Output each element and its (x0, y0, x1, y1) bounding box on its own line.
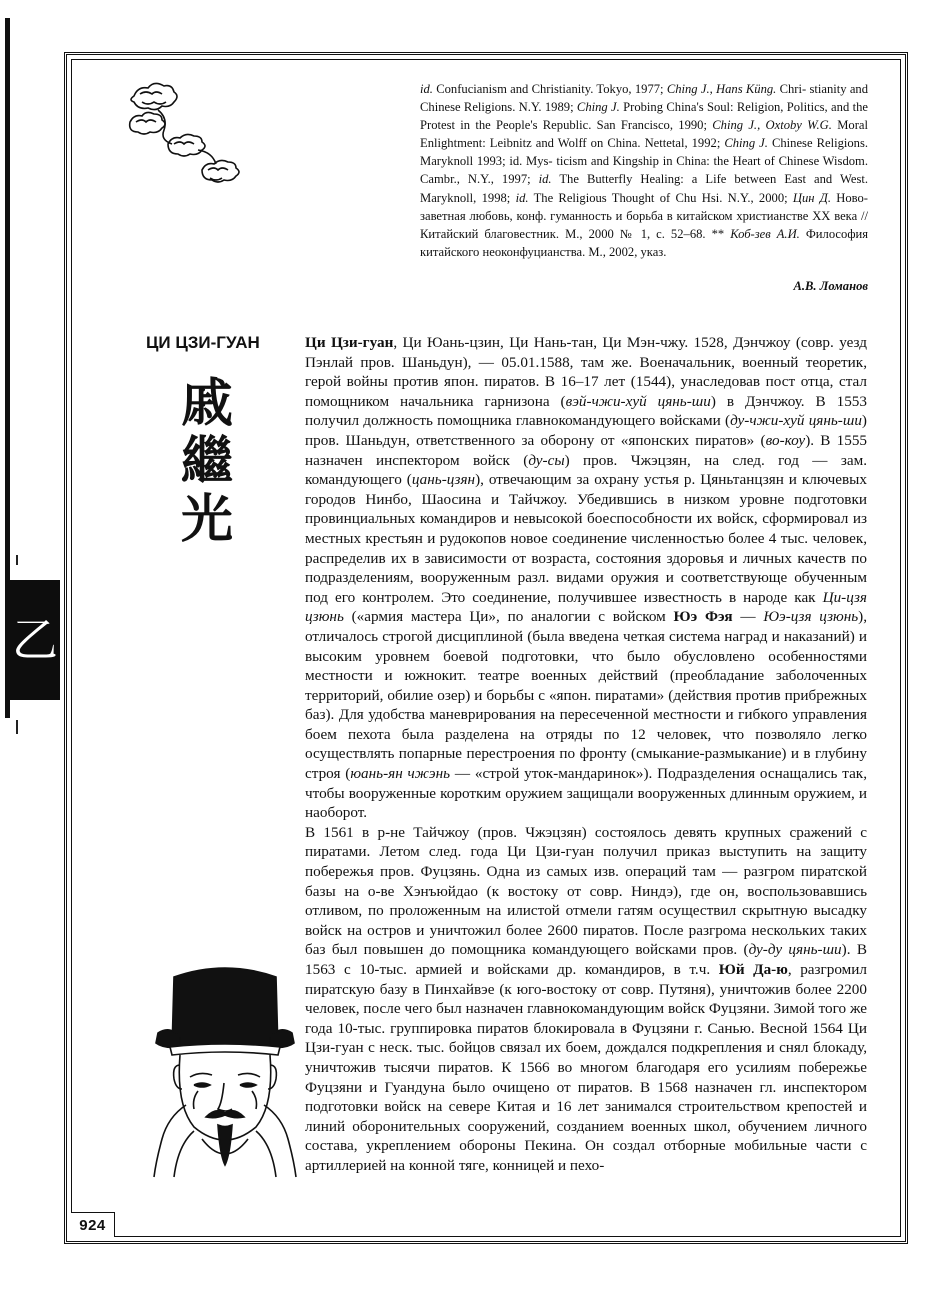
article-paragraph (305, 333, 867, 823)
body-text-run: — (732, 608, 764, 626)
cross-reference-term: Ци Цзи-гуан (305, 334, 394, 351)
body-text-run: ), отличалось строгой дисциплиной (была введена четкая система наград и наказаний) и высоким уровнем боевой подготовки, что было обусловлено особенностями местности и южнокит. театре военных действий (преобладание заболоченных территорий, обилие озер) и борьбы с «япон. пиратами» (действия против прибрежных баз). Для удобства маневрирования на пересеченной местности и гибкого управления боем пехота была разделена на отряды по 12 человек, что позволяло легко осуществлять попарные перестроения по фронту (смыкание-размыкание) и в глубину строя ( (305, 608, 868, 783)
transliterated-term: ду-чжи-хуй цянь-ши (730, 412, 862, 430)
ref-text: Religion, Politics, and the Protest in the People's Republic. San Francisco, (420, 100, 868, 133)
portrait-illustration (150, 955, 300, 1180)
ref-text: The Religious Thought of Chu Hsi. N.Y., 2000; (528, 190, 793, 205)
ref-text: Философия китайского неоконфуцианства. М., 2002, указ. (420, 226, 869, 259)
ref-author: Ching J. (724, 136, 768, 151)
cross-reference-term: Юэ Фэя (673, 608, 733, 626)
hanzi-char: 繼 (180, 431, 233, 492)
body-text-run: , Ци Юань-цзин, Ци Нань-тан, Ци Мэн-чжу. 1528, Дэнчжоу (совр. уезд Пэнлай пров. Шаньдун), — 05.01.1588, там же. Военачальник, военный теоретик, герой войны против япон. пиратов. В 16–17 лет (1544), унаследовав пост отца, стал помощником начальника гарнизона ( (305, 334, 867, 410)
ref-text: Moral Enlightment: Leibnitz and Wolff on (420, 118, 868, 151)
transliterated-term: во-коу (765, 431, 806, 449)
transliterated-term: Ци-цзя цзюнь (305, 588, 867, 626)
ref-author: Цин Д. (792, 190, 831, 205)
body-text-run: ) в Дэнчжоу. В 1553 получил должность помощника главнокомандующего войсками ( (305, 392, 867, 430)
section-thumb-glyph: 乙 (12, 613, 58, 667)
transliterated-term: ду-сы (528, 451, 565, 469)
transliterated-term: ду-ду цянь-ши (748, 941, 842, 959)
article-author-signature: А.В. Ломанов (793, 279, 868, 293)
body-text-run: — «строй уток-мандаринок»). Подразделения оснащались так, чтобы вооруженные коротким оружием защищали вооруженных длинным оружием, и наоборот. (305, 765, 867, 822)
cross-reference-term: Юй Да-ю (718, 961, 788, 978)
ref-text: Confucianism and Christianity. Tokyo, 1977; (436, 82, 667, 96)
ref-text: Probing China's Soul: (619, 100, 734, 115)
ref-author: Коб- (730, 226, 755, 241)
article-paragraph (305, 823, 867, 1176)
ref-text: Ново- (830, 190, 868, 205)
ref-text: заветная любовь, конф. гуманность и борьба в китайском христианстве (420, 208, 809, 223)
transliterated-term: Юэ-цзя цзюнь (763, 608, 859, 626)
section-thumb-tab (10, 580, 60, 700)
body-text-run: В 1561 в р-не Тайчжоу (пров. Чжэцзян) состоялось девять крупных сражений с пиратами. Летом след. года Ци Цзи-гуан получил приказ выступить на защиту побережья пров. Фуцзянь. Одна из самых изв. операций там — разгром пиратской базы на о-ве Хэнъюйдао (к востоку от совр. Ниндэ), где он, воспользовавшись отливом, по проложенным на илистой отмели гатям осуществил скрытную высадку войск на остров и уничтожил более 2600 пиратов. После разгрома нескольких таких баз был повышен до помощника командующего войсками пров. ( (305, 823, 867, 959)
ref-text: 1997; (501, 172, 539, 187)
ref-author: Ching J., Oxtoby W.G. (712, 118, 832, 133)
ref-author: Ching J., Hans Küng. (666, 82, 777, 96)
body-text-run: ). В 1563 с 10-тыс. армией и войсками др. командиров, в т.ч. (305, 941, 867, 978)
ref-text: XX века // Китайский благовестник. М., 2000 № 1, с. 52–68. ** (420, 208, 869, 241)
body-text-run: , разгромил пиратскую базу в Пинхайвэе (к юго-востоку от совр. Путяня), уничтожив более 2200 человек, после чего был назначен главнокомандующим войск Фуцзяни. Зимой того же года 10-тыс. группировка пиратов блокировала в Фуцзяни г. Санью. Весной 1564 Ци Цзи-гуан с неск. тыс. бойцов связал их боем, дождался подкрепления и снял блокаду, уничтожив тысячи пиратов. К 1566 во многом благодаря его усилиям побережье Фуцзяни и Гуандуна было очищено от пиратов. В 1568 назначен гл. инспектором подготовки войск на севере Китая и 16 лет занимался строительством крепостей и линий оборонительных сооружений, созданием военных школ, обучением личного состава, укреплением обороны Пекина. Он создал отборные мобильные части с артиллерией на конной тяге, конницей и пехо- (305, 961, 867, 1174)
hanzi-char: 戚 (180, 373, 233, 434)
transliterated-term: юань-ян чжэнь (350, 765, 451, 783)
ref-text: The Butterfly Healing: a Life between East and West. Maryknoll, (420, 172, 868, 205)
body-text-run: ) пров. Чжэцзян, на след. год — зам. командующего ( (305, 451, 867, 489)
body-text-run: («армия мастера Ци», по аналогии с войском (343, 608, 674, 626)
scan-mark (16, 720, 18, 734)
ref-text: Chinese Religions. Maryknoll 1993; id. Mys- (420, 136, 869, 169)
transliterated-term: вэй-чжи-хуй цянь-ши (565, 392, 711, 410)
ref-text: id. (420, 82, 437, 96)
page-number: 924 (79, 1216, 106, 1234)
page-number-box (71, 1212, 115, 1237)
ref-text: China. Nettetal, 1992; (607, 136, 725, 151)
ref-text: ticism and Kingship in China: the Heart of Chinese Wisdom. Cambr., N.Y., (420, 154, 868, 187)
cloud-ornament-icon (128, 78, 246, 196)
transliterated-term: цань-цзян (411, 471, 476, 489)
entry-headword: ЦИ ЦЗИ-ГУАН (146, 333, 260, 352)
ref-text: stianity and Chinese Religions. N.Y. 1989; (420, 82, 869, 115)
bibliography-block (420, 80, 868, 261)
scan-mark (16, 555, 18, 565)
ref-text: 1998; (481, 190, 516, 205)
entry-hanzi (172, 375, 242, 549)
body-text-run: ), отвечающим за охрану устья р. Цяньтанцзян и ключевых городов Нинбо, Шаосина и Тайчжоу. Убедившись в низком уровне подготовки провинциальных командиров и невысокой боеспособности их войск, сформировал из местных крестьян и рудокопов новое соединение численностью более 4 тыс. человек, распределив их в зависимости от возраста, состояния здоровья и личных качеств по подразделениям, вооруженным разл. видами оружия и соответствующе обученным под его контролем. Это соединение, получившее известность в народе как (305, 471, 867, 606)
article-body (305, 333, 867, 1176)
ref-author: id. (538, 172, 552, 187)
ref-text: Chri- (776, 82, 807, 96)
ref-author: id. (515, 190, 529, 205)
body-text-run: ) пров. Шаньдун, ответственного за оборону от «японских пиратов» ( (305, 412, 867, 449)
hanzi-char: 光 (180, 489, 233, 550)
ref-author: Ching J. (576, 100, 620, 115)
ref-text: 1990; (678, 118, 713, 133)
body-text-run: ). В 1555 назначен инспектором войск ( (305, 431, 868, 469)
ref-author: зев А.И. (754, 226, 800, 241)
